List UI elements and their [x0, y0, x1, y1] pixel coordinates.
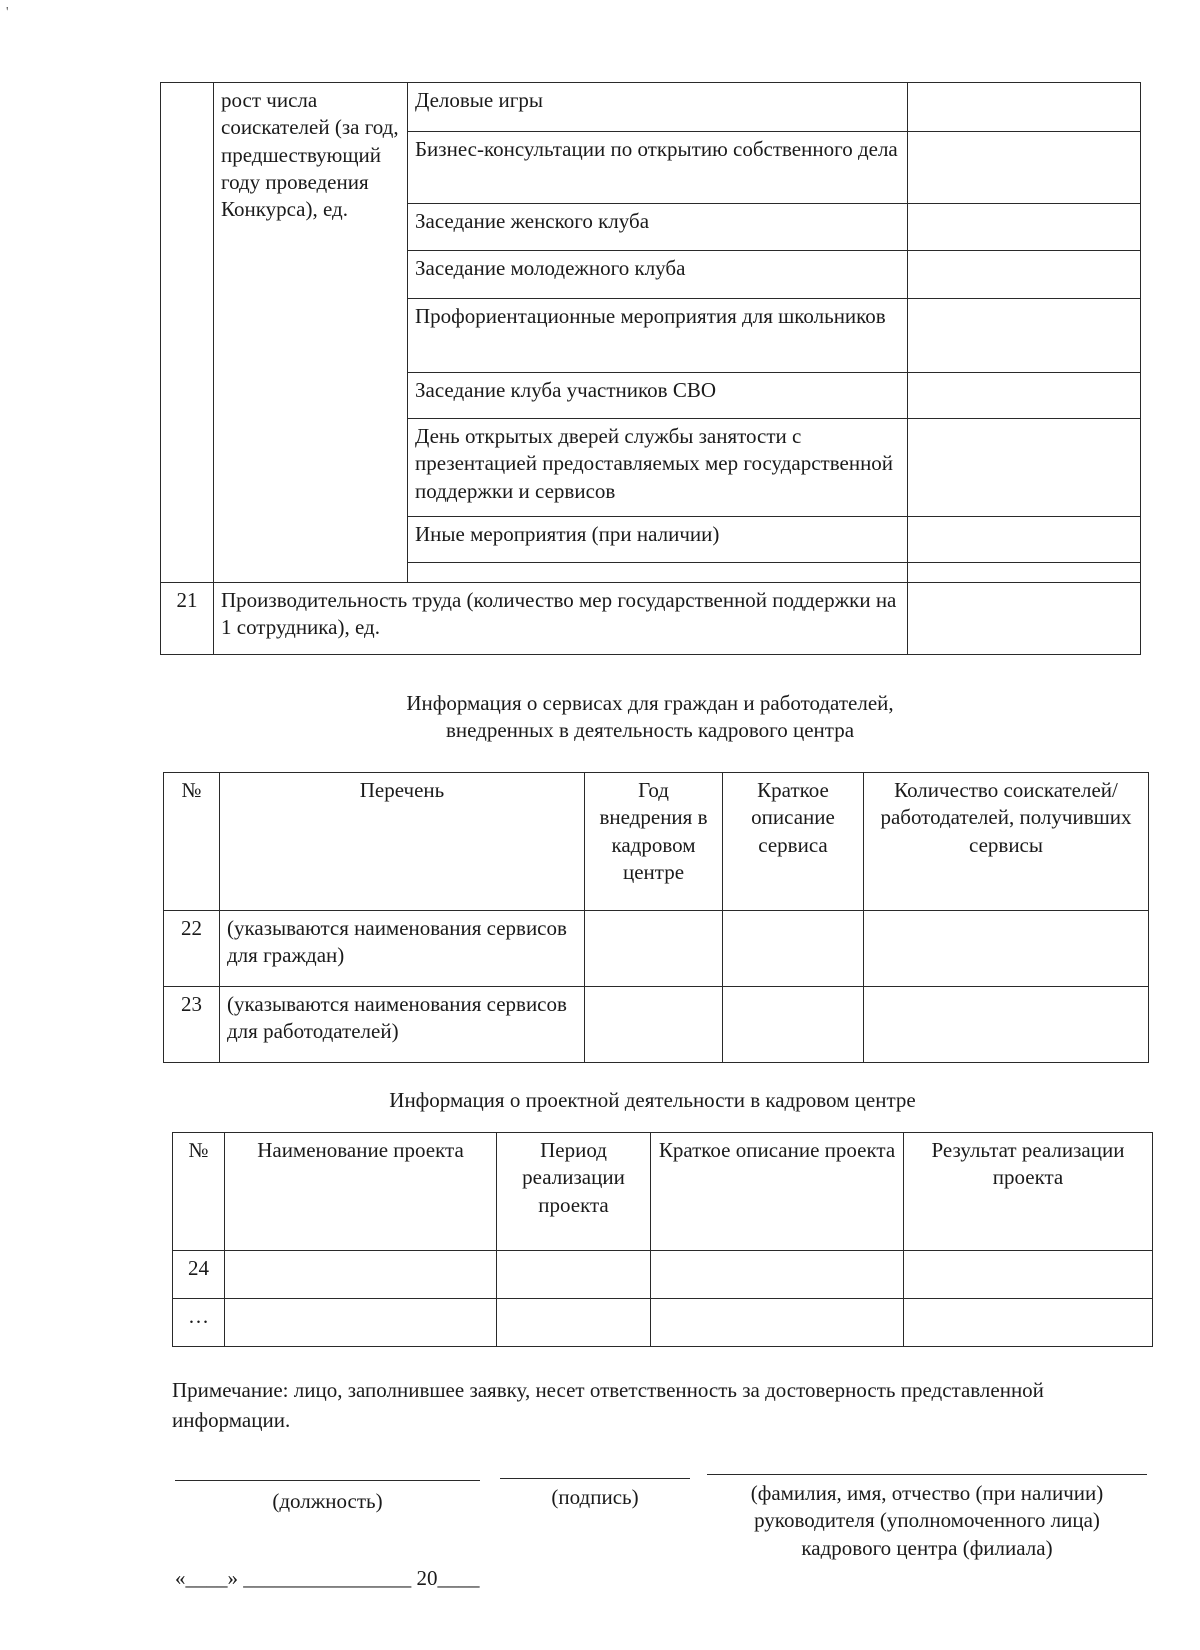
service-name-cell: (указываются наименования сервисов для граждан) [220, 911, 585, 987]
header-number: № [164, 773, 220, 911]
period-cell [497, 1251, 651, 1299]
header-count: Количество соискателей/ работодателей, получивших сервисы [864, 773, 1149, 911]
projects-section-heading: Информация о проектной деятельности в кадровом центре [389, 1088, 916, 1112]
date-line: «____» ________________ 20____ [175, 1566, 480, 1590]
year-cell [585, 987, 723, 1063]
service-name-cell: (указываются наименования сервисов для работодателей) [220, 987, 585, 1063]
project-name-cell [225, 1251, 497, 1299]
scan-mark: ' [6, 5, 9, 20]
services-table [163, 772, 1149, 1063]
signature-line [500, 1478, 690, 1479]
header-period: Период реализации проекта [497, 1133, 651, 1251]
header-description: Краткое описание проекта [651, 1133, 904, 1251]
projects-table [172, 1132, 1153, 1347]
description-cell [723, 911, 864, 987]
count-cell [864, 987, 1149, 1063]
fullname-label: (фамилия, имя, отчество (при наличии) руководителя (уполномоченного лица) кадрового центра (филиала) [750, 1481, 1104, 1560]
value-cell [908, 132, 1141, 204]
period-cell [497, 1299, 651, 1347]
signature-label: (подпись) [551, 1485, 639, 1509]
row-number: 24 [173, 1251, 225, 1299]
value-cell [908, 517, 1141, 563]
header-year: Год внедрения в кадровом центре [585, 773, 723, 911]
value-cell [908, 299, 1141, 373]
row-number: 21 [161, 583, 214, 655]
description-cell [651, 1251, 904, 1299]
description-cell [651, 1299, 904, 1347]
project-name-cell [225, 1299, 497, 1347]
row-number: 22 [164, 911, 220, 987]
activity-item: Заседание женского клуба [408, 204, 908, 251]
activity-item: День открытых дверей службы занятости с презентацией предоставляемых мер государственной поддержки и сервисов [408, 419, 908, 517]
row-number-cell [161, 83, 214, 583]
value-cell [908, 204, 1141, 251]
header-result: Результат реализации проекта [904, 1133, 1153, 1251]
year-cell [585, 911, 723, 987]
responsibility-note: Примечание: лицо, заполнившее заявку, несет ответственность за достоверность представленной информации. [172, 1378, 1044, 1433]
row-number: … [173, 1299, 225, 1347]
indicator-name-cell: рост числа соискателей (за год, предшествующий году проведения Конкурса), ед. [214, 83, 408, 583]
services-section-heading: Информация о сервисах для граждан и работодателей, внедренных в деятельность кадрового центра [406, 691, 894, 743]
spacer-cell [408, 563, 908, 583]
activity-item: Профориентационные мероприятия для школьников [408, 299, 908, 373]
value-cell [908, 251, 1141, 299]
result-cell [904, 1299, 1153, 1347]
header-list: Перечень [220, 773, 585, 911]
activity-item: Бизнес-консультации по открытию собственного дела [408, 132, 908, 204]
header-description: Краткое описание сервиса [723, 773, 864, 911]
position-line [175, 1480, 480, 1481]
value-cell [908, 583, 1141, 655]
activity-item: Деловые игры [408, 83, 908, 132]
value-cell [908, 419, 1141, 517]
result-cell [904, 1251, 1153, 1299]
fullname-line [707, 1474, 1147, 1475]
productivity-indicator: Производительность труда (количество мер государственной поддержки на 1 сотрудника), ед. [214, 583, 908, 655]
row-number: 23 [164, 987, 220, 1063]
position-label: (должность) [272, 1489, 383, 1513]
description-cell [723, 987, 864, 1063]
header-number: № [173, 1133, 225, 1251]
count-cell [864, 911, 1149, 987]
activity-item: Заседание клуба участников СВО [408, 373, 908, 419]
header-project-name: Наименование проекта [225, 1133, 497, 1251]
activity-item: Заседание молодежного клуба [408, 251, 908, 299]
spacer-value-cell [908, 563, 1141, 583]
activity-item: Иные мероприятия (при наличии) [408, 517, 908, 563]
value-cell [908, 373, 1141, 419]
indicators-table-continued [160, 82, 1141, 655]
value-cell [908, 83, 1141, 132]
